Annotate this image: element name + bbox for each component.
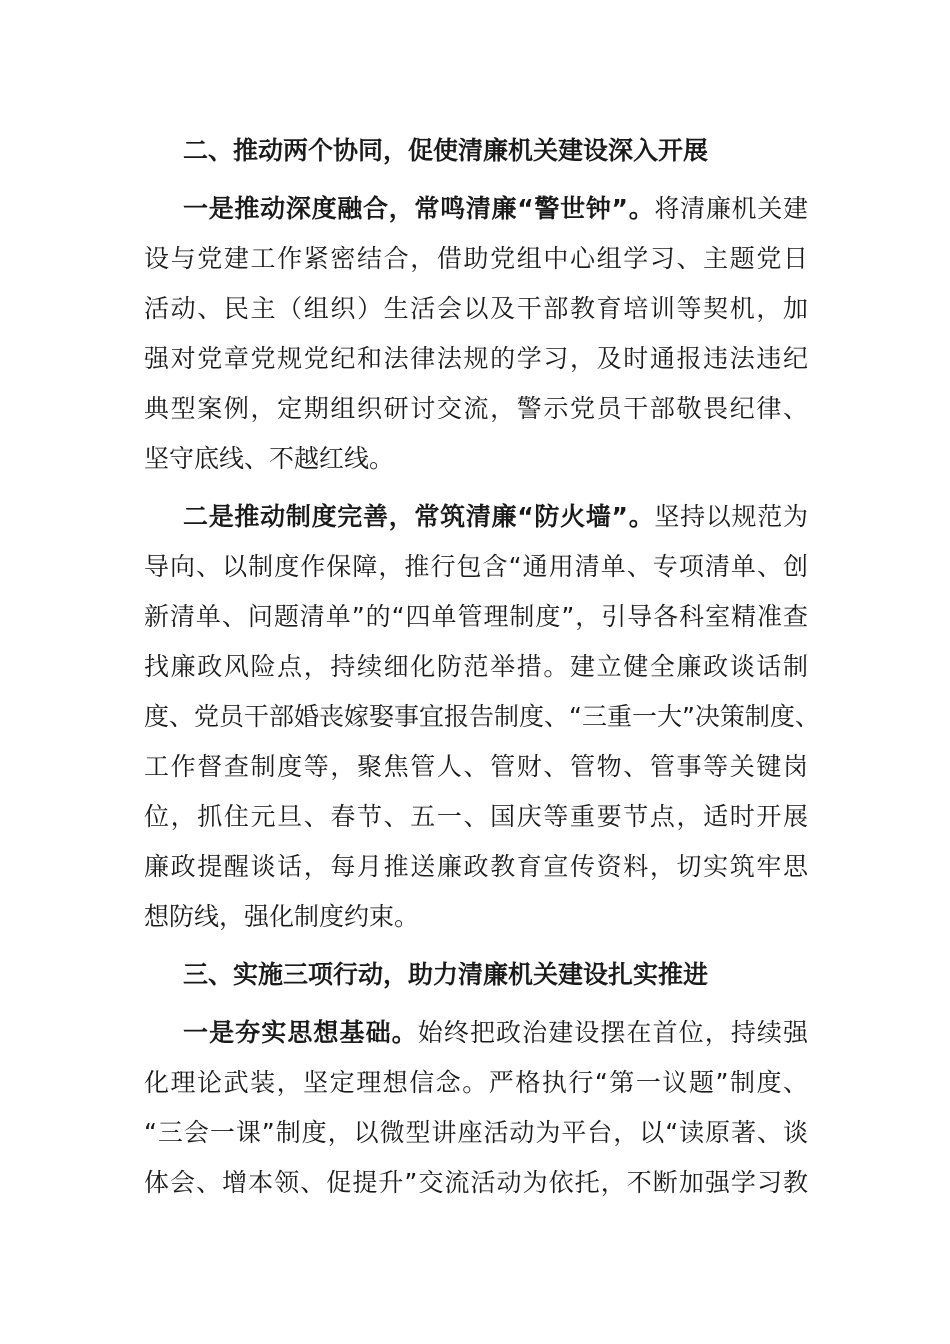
paragraph-2-first-rest: 坚持以规范为: [654, 502, 808, 531]
paragraph-2-first-line: [144, 492, 808, 542]
paragraph-1-first-line: [144, 184, 808, 234]
paragraph-2-line: 廉政提醒谈话，每月推送廉政教育宣传资料，切实筑牢思: [144, 852, 808, 881]
document-page: [144, 126, 820, 1208]
paragraph-2-line: 导向、以制度作保障，推行包含“通用清单、专项清单、创: [144, 552, 808, 581]
paragraph-3-lead: 一是夯实思想基础。: [183, 1018, 418, 1047]
paragraph-1-lead: 一是推动深度融合，常鸣清廉“警世钟”。: [183, 194, 655, 223]
paragraph-3-first-line: [144, 1008, 808, 1058]
paragraph-2-line: 位，抓住元旦、春节、五一、国庆等重要节点，适时开展: [144, 802, 808, 831]
paragraph-3-line: “三会一课”制度，以微型讲座活动为平台，以“读原著、谈: [144, 1118, 808, 1147]
paragraph-2-line: 找廉政风险点，持续细化防范举措。建立健全廉政谈话制: [144, 652, 808, 681]
paragraph-1-line: 设与党建工作紧密结合，借助党组中心组学习、主题党日: [144, 244, 808, 273]
paragraph-1-line: 活动、民主（组织）生活会以及干部教育培训等契机，加: [144, 294, 808, 323]
section-heading-3: 三、实施三项行动，助力清廉机关建设扎实推进: [183, 960, 709, 989]
paragraph-3-line: 化理论武装，坚定理想信念。严格执行“第一议题”制度、: [144, 1068, 808, 1097]
paragraph-1-line: 典型案例，定期组织研讨交流，警示党员干部敬畏纪律、: [144, 394, 808, 423]
paragraph-1-last-line: 坚守底线、不越红线。: [144, 444, 395, 473]
paragraph-1-line: 强对党章党规党纪和法律法规的学习，及时通报违法违纪: [144, 344, 808, 373]
paragraph-2-line: 新清单、问题清单”的“四单管理制度”，引导各科室精准查: [144, 602, 808, 631]
paragraph-2-lead: 二是推动制度完善，常筑清廉“防火墙”。: [183, 502, 655, 531]
paragraph-2-line: 度、党员干部婚丧嫁娶事宜报告制度、“三重一大”决策制度、: [144, 702, 820, 731]
paragraph-3-first-rest: 始终把政治建设摆在首位，持续强: [417, 1018, 808, 1047]
section-heading-2: 二、推动两个协同，促使清廉机关建设深入开展: [183, 136, 709, 165]
paragraph-1-first-rest: 将清廉机关建: [654, 194, 808, 223]
paragraph-2-line: 工作督查制度等，聚焦管人、管财、管物、管事等关键岗: [144, 752, 808, 781]
paragraph-2-last-line: 想防线，强化制度约束。: [144, 902, 420, 931]
paragraph-3-line: 体会、增本领、促提升”交流活动为依托，不断加强学习教: [144, 1168, 808, 1197]
